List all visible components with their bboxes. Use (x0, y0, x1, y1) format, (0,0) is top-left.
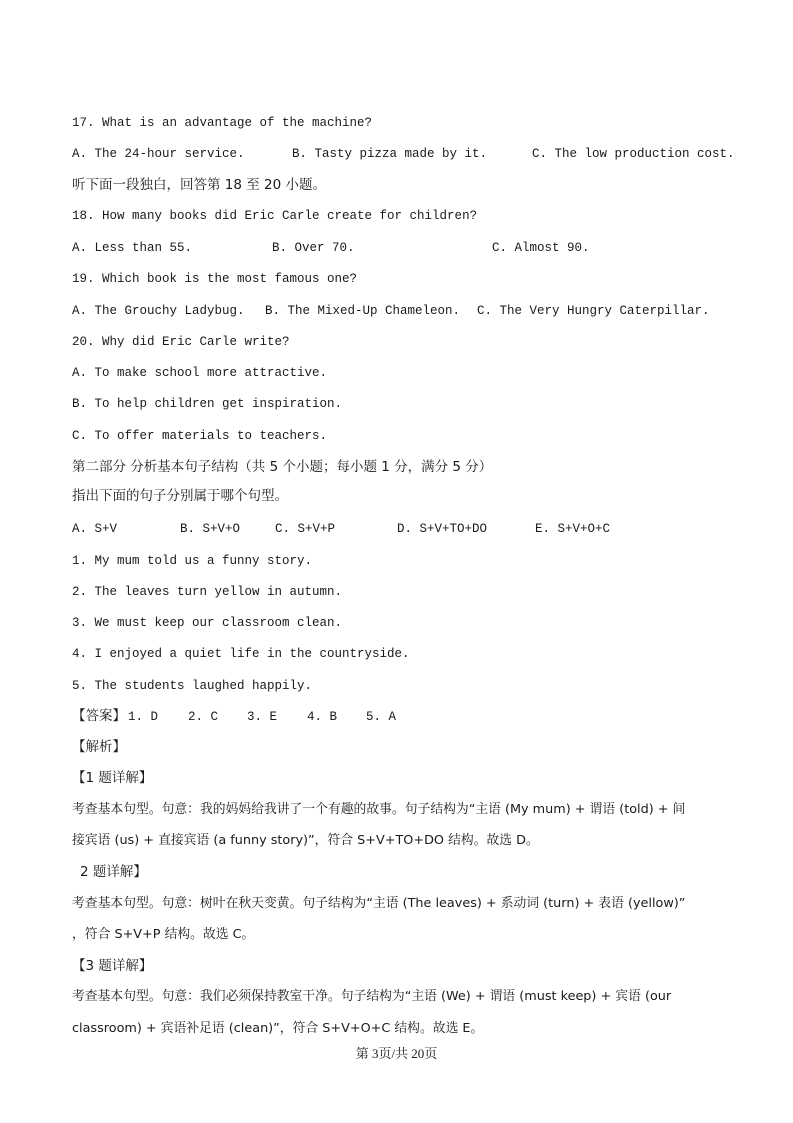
part2-instruction: 指出下面的句子分别属于哪个句型。 (72, 488, 288, 504)
answer-item-2: 2. C (188, 710, 219, 724)
sentence-1: 1. My mum told us a funny story. (72, 554, 313, 568)
q18-option-b: B. Over 70. (272, 241, 355, 255)
detail-1-heading: 【1 题详解】 (72, 770, 153, 786)
answer-label: 【答案】 (72, 708, 126, 724)
q17-option-c: C. The low production cost. (532, 147, 735, 161)
question-17: 17. What is an advantage of the machine? (72, 116, 373, 130)
question-18: 18. How many books did Eric Carle create for children? (72, 209, 478, 223)
sentence-3: 3. We must keep our classroom clean. (72, 616, 343, 630)
analysis-label: 【解析】 (72, 739, 126, 755)
q17-option-b: B. Tasty pizza made by it. (292, 147, 488, 161)
answer-item-3: 3. E (247, 710, 278, 724)
q20-option-b: B. To help children get inspiration. (72, 397, 343, 411)
q18-option-a: A. Less than 55. (72, 241, 193, 255)
q18-option-c: C. Almost 90. (492, 241, 590, 255)
detail-3-heading: 【3 题详解】 (72, 958, 153, 974)
q20-option-a: A. To make school more attractive. (72, 366, 328, 380)
answer-item-5: 5. A (366, 710, 397, 724)
sentence-4: 4. I enjoyed a quiet life in the countryside. (72, 647, 410, 661)
detail-2-line-2: ，符合 S+V+P 结构。故选 C。 (72, 927, 255, 942)
instruction-18-20: 听下面一段独白，回答第 18 至 20 小题。 (72, 177, 327, 193)
detail-2-heading: 2 题详解】 (80, 864, 147, 880)
pattern-c: C. S+V+P (275, 522, 336, 536)
pattern-d: D. S+V+TO+DO (397, 522, 488, 536)
sentence-2: 2. The leaves turn yellow in autumn. (72, 585, 343, 599)
q20-option-c: C. To offer materials to teachers. (72, 429, 328, 443)
pattern-b: B. S+V+O (180, 522, 241, 536)
sentence-5: 5. The students laughed happily. (72, 679, 313, 693)
detail-3-line-2: classroom) + 宾语补足语 (clean)”，符合 S+V+O+C 结构。故选 E。 (72, 1021, 484, 1036)
q19-option-a: A. The Grouchy Ladybug. (72, 304, 245, 318)
detail-2-line-1: 考查基本句型。句意：树叶在秋天变黄。句子结构为“主语 (The leaves) + 系动词 (turn) + 表语 (yellow)” (72, 896, 686, 911)
question-20: 20. Why did Eric Carle write? (72, 335, 290, 349)
page-footer: 第 3页/共 20页 (355, 1046, 438, 1061)
answer-item-4: 4. B (307, 710, 338, 724)
pattern-a: A. S+V (72, 522, 118, 536)
detail-1-line-2: 接宾语 (us) + 直接宾语 (a funny story)”，符合 S+V+TO+DO 结构。故选 D。 (72, 833, 539, 848)
detail-1-line-1: 考查基本句型。句意：我的妈妈给我讲了一个有趣的故事。句子结构为“主语 (My mum) + 谓语 (told) + 间 (72, 802, 686, 817)
pattern-e: E. S+V+O+C (535, 522, 611, 536)
question-19: 19. Which book is the most famous one? (72, 272, 358, 286)
part2-title: 第二部分 分析基本句子结构（共 5 个小题；每小题 1 分，满分 5 分） (72, 459, 493, 475)
detail-3-line-1: 考查基本句型。句意：我们必须保持教室干净。句子结构为“主语 (We) + 谓语 (must keep) + 宾语 (our (72, 989, 672, 1004)
q19-option-c: C. The Very Hungry Caterpillar. (477, 304, 710, 318)
q19-option-b: B. The Mixed-Up Chameleon. (265, 304, 461, 318)
answer-item-1: 1. D (128, 710, 159, 724)
q17-option-a: A. The 24-hour service. (72, 147, 245, 161)
